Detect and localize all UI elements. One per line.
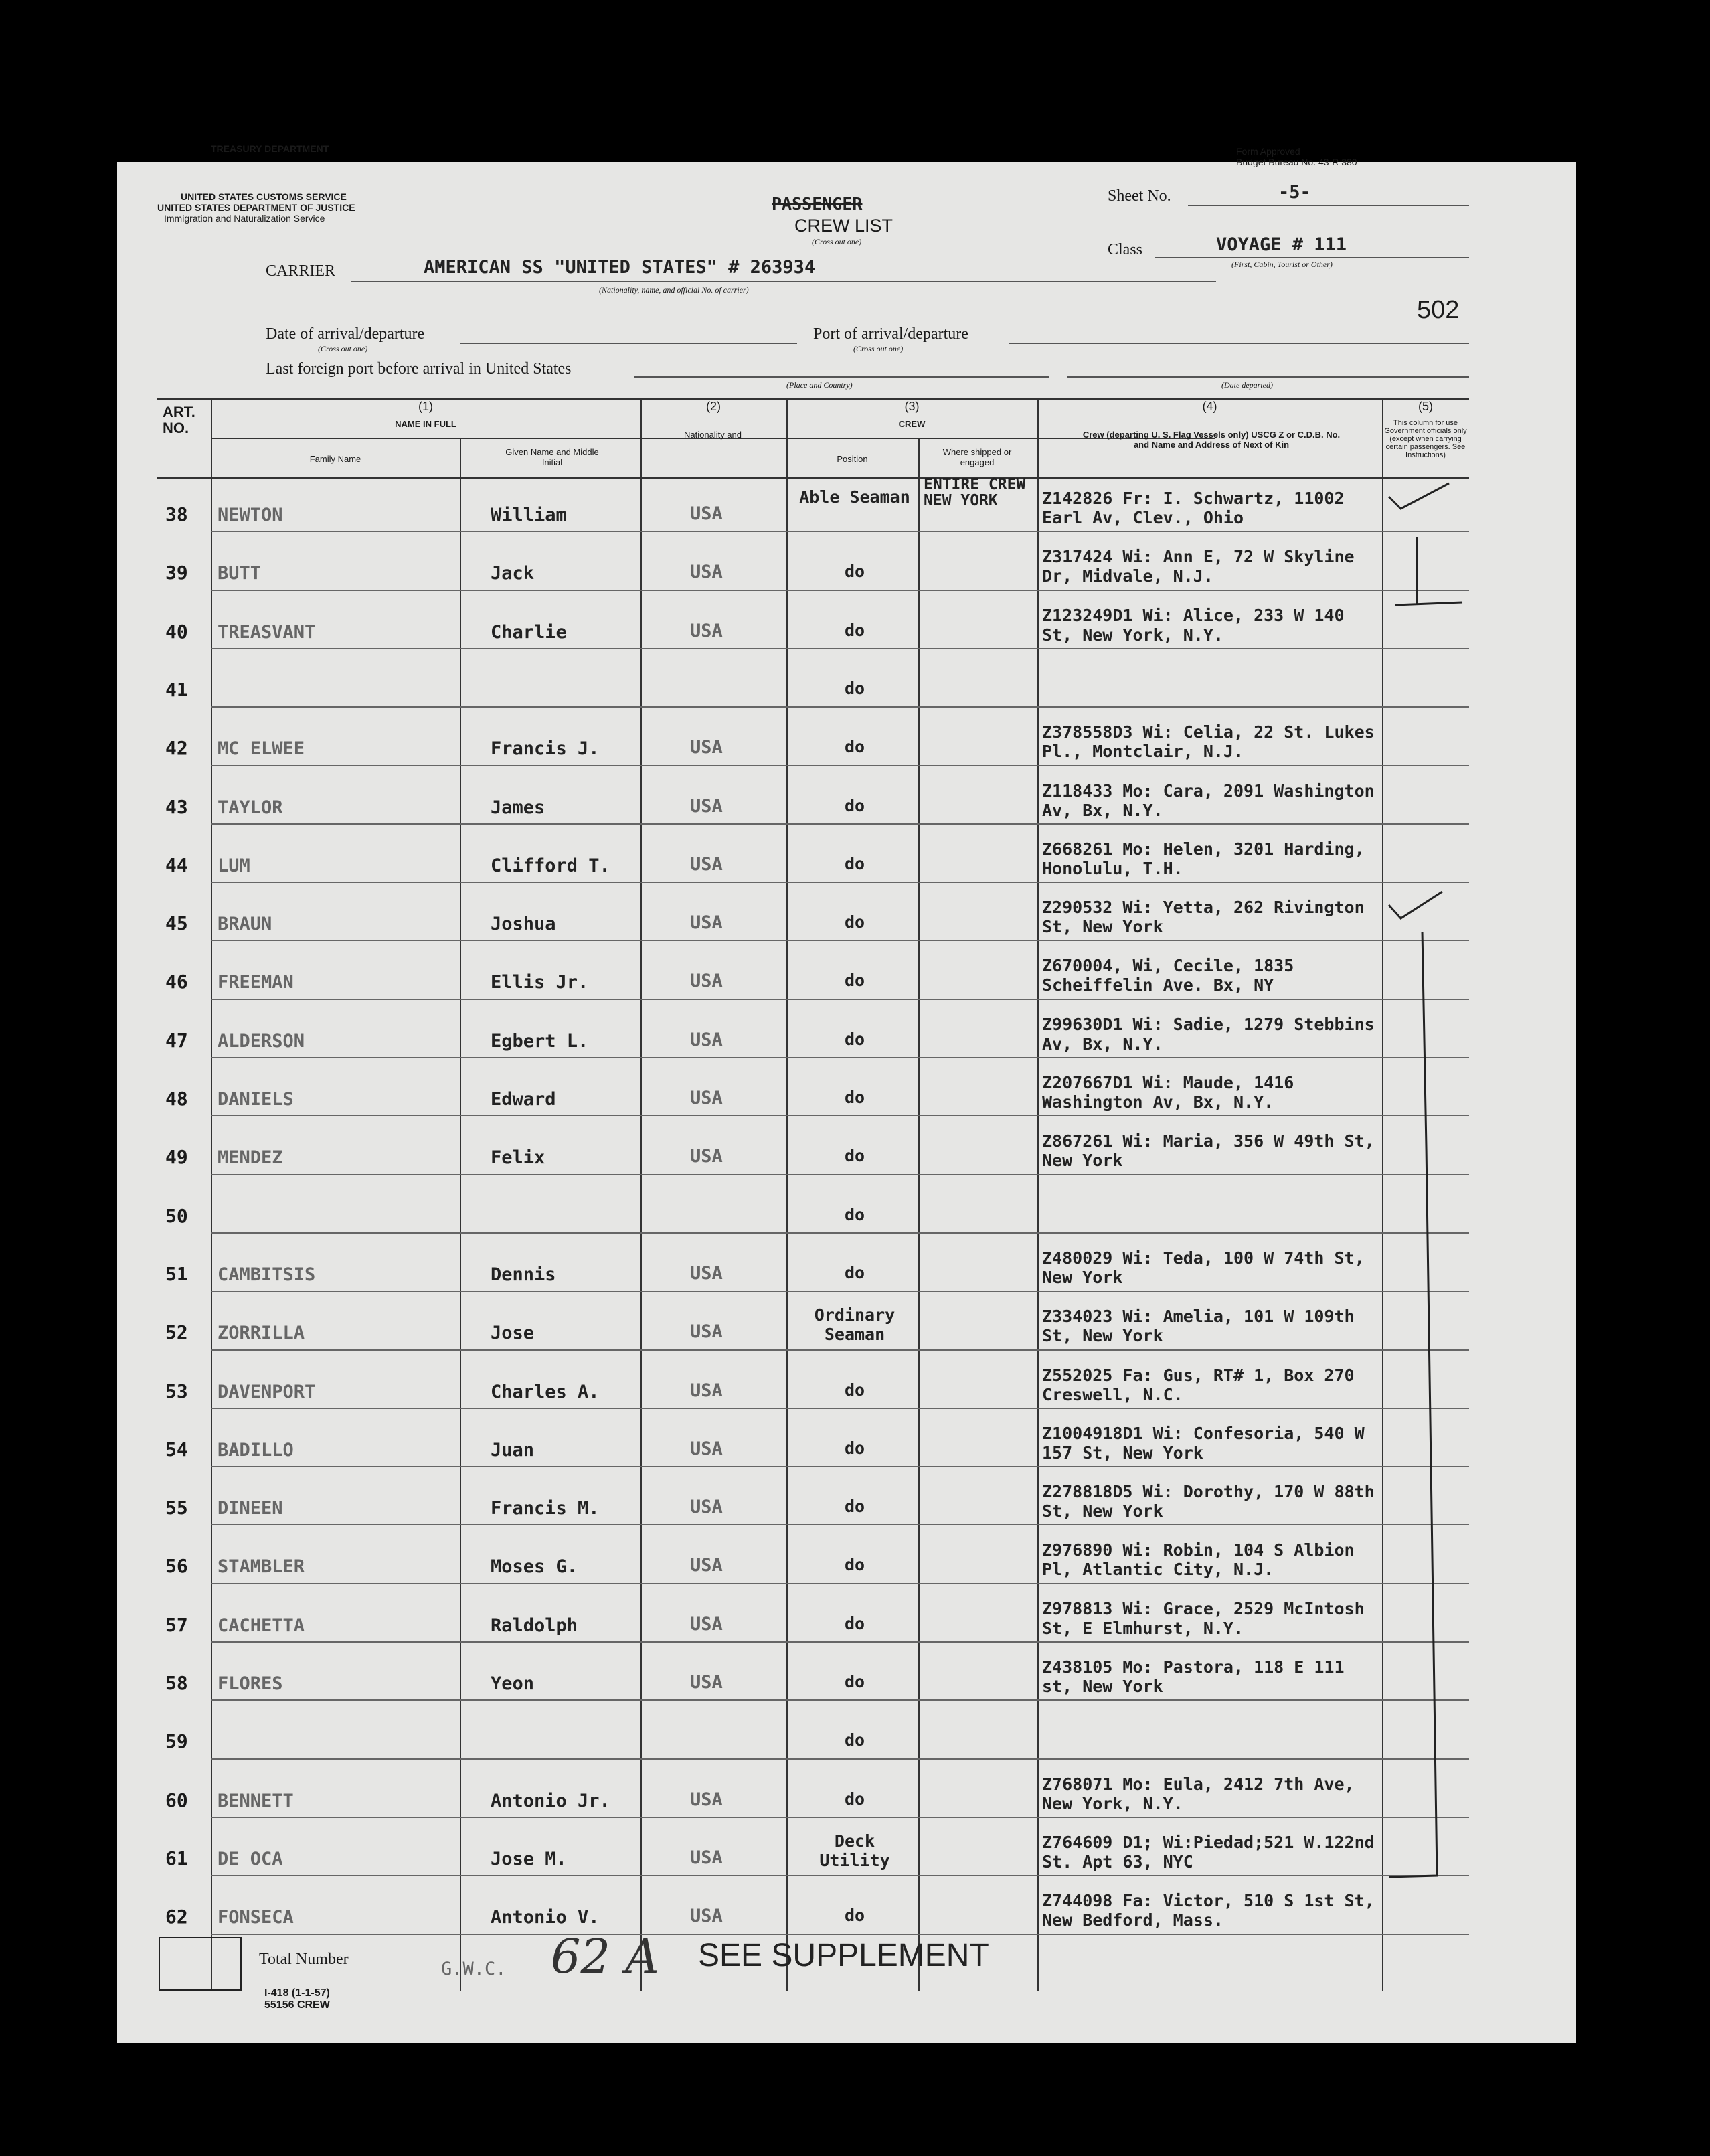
art-number: 40 [165, 620, 188, 643]
family-name: BUTT [218, 563, 262, 584]
nationality: USA [690, 1555, 723, 1576]
next-of-kin: Z278818D5 Wi: Dorothy, 170 W 88th St, New York [1042, 1482, 1375, 1521]
nationality: USA [690, 1906, 723, 1927]
family-name: DINEEN [218, 1498, 283, 1519]
family-name: MC ELWEE [218, 738, 305, 760]
given-name: Charles A. [491, 1381, 600, 1402]
table-row [117, 1119, 1469, 1177]
see-supplement-stamp: SEE SUPPLEMENT [698, 1938, 989, 1973]
table-row [117, 769, 1469, 827]
family-name: ZORRILLA [218, 1323, 305, 1344]
art-number: 38 [165, 503, 188, 525]
position: do [844, 620, 865, 640]
table-row [117, 1821, 1469, 1879]
position: do [844, 678, 865, 698]
table-row [117, 1236, 1469, 1295]
table-row [117, 710, 1469, 768]
next-of-kin: Z334023 Wi: Amelia, 101 W 109th St, New York [1042, 1307, 1355, 1346]
next-of-kin: Z867261 Wi: Maria, 356 W 49th St, New York [1042, 1131, 1375, 1171]
given-name: Raldolph [491, 1614, 578, 1636]
art-number: 41 [165, 678, 188, 701]
date-departed-hint: (Date departed) [1221, 380, 1273, 390]
position-header: Position [837, 454, 868, 464]
art-number: 51 [165, 1262, 188, 1285]
next-of-kin: Z438105 Mo: Pastora, 118 E 111 st, New York [1042, 1657, 1345, 1696]
position: Deck Utility [819, 1831, 890, 1870]
total-box [159, 1937, 242, 1991]
nationality: USA [690, 912, 723, 934]
table-row [117, 827, 1469, 886]
art-number: 46 [165, 971, 188, 993]
agency-line-3: UNITED STATES DEPARTMENT OF JUSTICE [157, 202, 355, 213]
given-name: Juan [491, 1439, 535, 1461]
family-name: CAMBITSIS [218, 1264, 316, 1285]
next-of-kin: Z290532 Wi: Yetta, 262 Rivington St, New York [1042, 898, 1365, 937]
art-number: 42 [165, 737, 188, 760]
given-name: Francis M. [491, 1498, 600, 1519]
art-number: 39 [165, 562, 188, 584]
art-number: 55 [165, 1497, 188, 1519]
table-row [117, 1353, 1469, 1412]
next-of-kin: Z480029 Wi: Teda, 100 W 74th St, New York [1042, 1248, 1365, 1287]
given-name: Joshua [491, 914, 556, 935]
art-number: 58 [165, 1672, 188, 1694]
handwritten-total: 62 A [551, 1929, 659, 1984]
carrier-hint: (Nationality, name, and official No. of carrier) [599, 285, 749, 295]
position: do [844, 1380, 865, 1400]
col4-title: Crew (departing U. S. Flag Vessels only) USCG Z or C.D.B. No. and Name and Address of Next of Kin [1082, 430, 1341, 450]
next-of-kin: Z670004, Wi, Cecile, 1835 Scheiffelin Ave. Bx, NY [1042, 956, 1294, 995]
position: do [844, 562, 865, 582]
given-name: Jose M. [491, 1848, 567, 1870]
position: do [844, 1438, 865, 1458]
given-name: Antonio Jr. [491, 1790, 610, 1811]
family-name: DANIELS [218, 1089, 294, 1110]
art-number: 53 [165, 1380, 188, 1402]
art-number: 50 [165, 1204, 188, 1227]
family-name: FLORES [218, 1673, 283, 1694]
given-name: Moses G. [491, 1556, 578, 1578]
family-name: STAMBLER [218, 1556, 305, 1578]
table-row [117, 652, 1469, 710]
art-number: 62 [165, 1906, 188, 1928]
col1-number: (1) [418, 400, 433, 413]
nationality-header: Nationality and [684, 430, 742, 440]
table-row [117, 1528, 1469, 1586]
form-approved: Form Approved [1236, 146, 1300, 157]
position: do [844, 1789, 865, 1809]
crew-list-form [117, 143, 1576, 2043]
next-of-kin: Z768071 Mo: Eula, 2412 7th Ave, New York, N.Y. [1042, 1774, 1355, 1813]
art-number: 44 [165, 853, 188, 876]
position: do [844, 912, 865, 932]
family-name: DAVENPORT [218, 1381, 316, 1402]
next-of-kin: Z1004918D1 Wi: Confesoria, 540 W 157 St, New York [1042, 1423, 1365, 1463]
art-number: 49 [165, 1146, 188, 1169]
total-label: Total Number [259, 1951, 349, 1968]
family-name: NEWTON [218, 505, 283, 525]
agency-line-4: Immigration and Naturalization Service [164, 213, 325, 224]
port-label: Port of arrival/departure [813, 325, 968, 343]
nationality: USA [690, 1088, 723, 1108]
position: do [844, 1029, 865, 1049]
sheet-label: Sheet No. [1108, 187, 1171, 205]
col5-number: (5) [1418, 400, 1433, 413]
table-row [117, 535, 1469, 593]
art-no-header: ART. NO. [163, 404, 195, 436]
table-row [117, 1645, 1469, 1704]
position: do [844, 1497, 865, 1517]
next-of-kin: Z207667D1 Wi: Maude, 1416 Washington Av, Bx, N.Y. [1042, 1073, 1294, 1112]
position: do [844, 853, 865, 874]
given-name: Jose [491, 1323, 535, 1344]
where-shipped-header: Where shipped or engaged [942, 447, 1012, 467]
nationality: USA [690, 1613, 723, 1635]
family-name: TREASVANT [218, 621, 316, 643]
position: do [844, 1613, 865, 1633]
nationality: USA [690, 971, 723, 992]
table-row [117, 1879, 1469, 1937]
table-row [117, 594, 1469, 652]
position: Able Seaman [799, 487, 910, 507]
given-name-header: Given Name and Middle Initial [505, 447, 599, 467]
nationality: USA [690, 1380, 723, 1401]
table-row [117, 1178, 1469, 1236]
form-code: 55156 CREW [264, 1999, 330, 2011]
family-name: BRAUN [218, 914, 272, 935]
given-name: William [491, 505, 567, 525]
last-port-label: Last foreign port before arrival in United States [266, 360, 572, 378]
art-number: 43 [165, 795, 188, 818]
table-row [117, 1295, 1469, 1353]
nationality: USA [690, 737, 723, 758]
agency-line-2: UNITED STATES CUSTOMS SERVICE [181, 191, 347, 202]
given-name: Charlie [491, 621, 567, 643]
given-name: Ellis Jr. [491, 972, 589, 993]
sheet-number: -5- [1278, 182, 1311, 203]
table-row [117, 1704, 1469, 1762]
page-number: 502 [1417, 296, 1460, 324]
class-label: Class [1108, 241, 1143, 258]
given-name: Antonio V. [491, 1907, 600, 1928]
position: do [844, 1555, 865, 1575]
port-hint: (Cross out one) [853, 344, 904, 353]
nationality: USA [690, 853, 723, 875]
table-row [117, 1587, 1469, 1645]
next-of-kin: Z317424 Wi: Ann E, 72 W Skyline Dr, Midvale, N.J. [1042, 547, 1355, 586]
class-value: VOYAGE # 111 [1216, 234, 1347, 255]
next-of-kin: Z976890 Wi: Robin, 104 S Albion Pl, Atlantic City, N.J. [1042, 1540, 1355, 1580]
given-name: Clifford T. [491, 855, 610, 876]
date-label: Date of arrival/departure [266, 325, 425, 343]
family-name: CACHETTA [218, 1614, 305, 1636]
art-number: 47 [165, 1029, 188, 1052]
position: do [844, 1146, 865, 1166]
table-row [117, 1003, 1469, 1061]
family-name: FONSECA [218, 1907, 294, 1928]
family-name: ALDERSON [218, 1030, 305, 1052]
carrier-value: AMERICAN SS "UNITED STATES" # 263934 [424, 257, 816, 278]
col5-title: This column for use Government officials only (except when carrying certain passengers. See Instructions) [1384, 419, 1467, 459]
art-number: 61 [165, 1847, 188, 1870]
next-of-kin: Z123249D1 Wi: Alice, 233 W 140 St, New York, N.Y. [1042, 605, 1345, 645]
next-of-kin: Z552025 Fa: Gus, RT# 1, Box 270 Creswell, N.C. [1042, 1365, 1355, 1404]
budget-bureau: Budget Bureau No. 43-R 380 [1236, 157, 1357, 167]
col3-number: (3) [904, 400, 920, 413]
next-of-kin: Z142826 Fr: I. Schwartz, 11002 Earl Av, Clev., Ohio [1042, 489, 1345, 527]
position: Ordinary Seaman [814, 1305, 895, 1345]
col1-title: NAME IN FULL [395, 419, 456, 429]
next-of-kin: Z978813 Wi: Grace, 2529 McIntosh St, E Elmhurst, N.Y. [1042, 1598, 1365, 1638]
agency-line-1: TREASURY DEPARTMENT [211, 143, 329, 154]
col2-number: (2) [706, 400, 721, 413]
date-hint: (Cross out one) [318, 344, 368, 353]
col3-title: CREW [898, 419, 926, 429]
nationality: USA [690, 1029, 723, 1050]
nationality: USA [690, 1672, 723, 1693]
art-number: 45 [165, 912, 188, 935]
table-row [117, 1061, 1469, 1119]
nationality: USA [690, 1438, 723, 1459]
family-name: FREEMAN [218, 972, 294, 993]
next-of-kin: Z764609 D1; Wi:Piedad;521 W.122nd St. Apt 63, NYC [1042, 1832, 1375, 1872]
position: do [844, 1088, 865, 1107]
art-number: 52 [165, 1321, 188, 1344]
position: do [844, 1262, 865, 1282]
given-name: Jack [491, 563, 535, 584]
family-name: TAYLOR [218, 797, 283, 818]
art-number: 59 [165, 1730, 188, 1753]
given-name: Felix [491, 1147, 545, 1169]
table-row [117, 1470, 1469, 1528]
family-name: BADILLO [218, 1439, 294, 1461]
next-of-kin: Z744098 Fa: Victor, 510 S 1st St, New Bedford, Mass. [1042, 1891, 1375, 1930]
table-row [117, 944, 1469, 1002]
art-number: 57 [165, 1613, 188, 1636]
class-hint: (First, Cabin, Tourist or Other) [1231, 260, 1333, 269]
art-number: 60 [165, 1789, 188, 1811]
clerk-initials: G.W.C. [441, 1959, 507, 1979]
position: do [844, 795, 865, 815]
nationality: USA [690, 503, 723, 524]
where-shipped: ENTIRE CREW NEW YORK [924, 477, 1026, 509]
table-row [117, 1762, 1469, 1821]
form-number: I-418 (1-1-57) [264, 1987, 330, 1999]
position: do [844, 1730, 865, 1750]
given-name: Edward [491, 1089, 556, 1110]
position: do [844, 971, 865, 991]
nationality: USA [690, 1847, 723, 1868]
family-name: BENNETT [218, 1790, 294, 1811]
place-hint: (Place and Country) [786, 380, 853, 390]
nationality: USA [690, 1497, 723, 1518]
art-number: 48 [165, 1088, 188, 1110]
position: do [844, 1906, 865, 1926]
nationality: USA [690, 562, 723, 583]
given-name: Egbert L. [491, 1030, 589, 1052]
table-row [117, 1412, 1469, 1470]
nationality: USA [690, 1262, 723, 1284]
next-of-kin: Z378558D3 Wi: Celia, 22 St. Lukes Pl., Montclair, N.J. [1042, 722, 1375, 762]
nationality: USA [690, 620, 723, 641]
given-name: James [491, 797, 545, 818]
nationality: USA [690, 1321, 723, 1343]
carrier-label: CARRIER [266, 262, 336, 280]
official-check-marks [1375, 477, 1482, 1996]
next-of-kin: Z99630D1 Wi: Sadie, 1279 Stebbins Av, Bx, N.Y. [1042, 1014, 1375, 1054]
nationality: USA [690, 795, 723, 817]
title-hint: (Cross out one) [812, 237, 862, 246]
art-number: 54 [165, 1438, 188, 1461]
form-title: CREW LIST [794, 216, 893, 236]
position: do [844, 1204, 865, 1224]
family-name-header: Family Name [309, 454, 361, 464]
family-name: LUM [218, 855, 250, 876]
position: do [844, 1672, 865, 1691]
nationality: USA [690, 1146, 723, 1167]
next-of-kin: Z118433 Mo: Cara, 2091 Washington Av, Bx, N.Y. [1042, 780, 1375, 820]
table-row [117, 886, 1469, 944]
next-of-kin: Z668261 Mo: Helen, 3201 Harding, Honolulu, T.H. [1042, 839, 1365, 878]
given-name: Yeon [491, 1673, 535, 1694]
art-number: 56 [165, 1555, 188, 1578]
family-name: DE OCA [218, 1848, 283, 1870]
struck-passenger: PASSENGER [772, 194, 863, 214]
given-name: Dennis [491, 1264, 556, 1285]
given-name: Francis J. [491, 738, 600, 760]
family-name: MENDEZ [218, 1147, 283, 1169]
position: do [844, 737, 865, 757]
col4-number: (4) [1202, 400, 1217, 413]
nationality: USA [690, 1789, 723, 1810]
table-row [117, 477, 1469, 535]
